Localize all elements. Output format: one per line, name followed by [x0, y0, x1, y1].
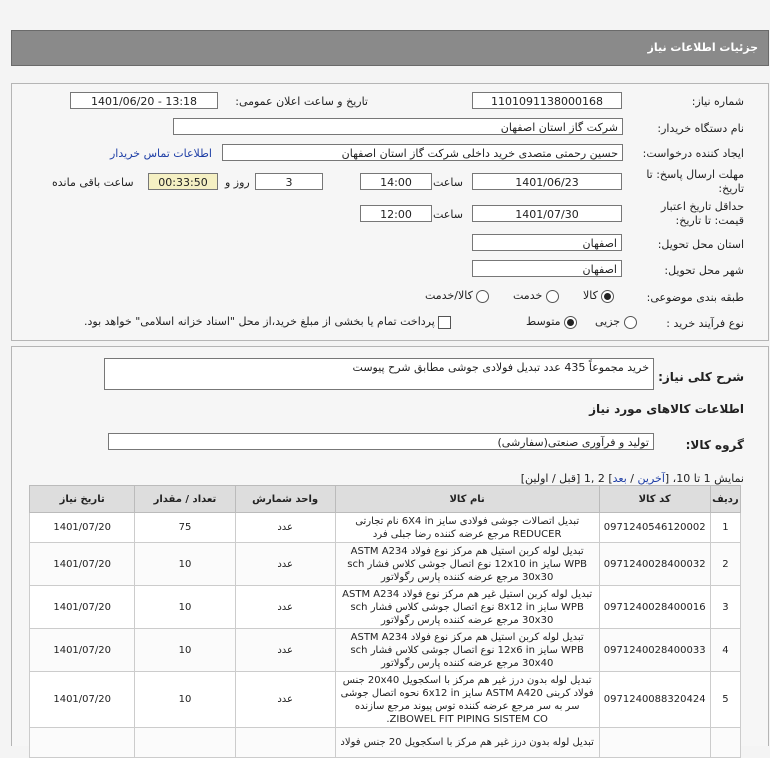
need-date: 1401/07/20	[30, 629, 135, 672]
description-label: شرح کلی نیاز:	[658, 370, 744, 384]
process-option-minor[interactable]: جزیی	[595, 315, 637, 329]
city-field: اصفهان	[472, 260, 622, 277]
goods-name: تبدیل لوله بدون درز غیر هم مرکز با اسکجویل 20x40 جنس فولاد کربنی ASTM A420 سایز 6x12 in نحوه اتصال جوشی سر به سر مرجع عرضه کننده توس پیوند مرجع سازنده ZIBOWEL FIT PIPING SISTEM CO.	[335, 672, 599, 728]
page-header	[11, 30, 769, 66]
deadline-time-label: ساعت	[433, 176, 463, 189]
radio-icon	[624, 316, 637, 329]
quantity: 75	[135, 513, 235, 543]
validity-label: حداقل تاریخ اعتبار	[660, 200, 744, 213]
goods-name: تبدیل لوله کربن استیل هم مرکز نوع فولاد ASTM A234 WPB سایز 12x6 in نوع اتصال جوشی کلاس فشار sch 30x40 مرجع عرضه کننده پارس رگولاتور	[335, 629, 599, 672]
deadline-label: مهلت ارسال پاسخ: تا	[646, 168, 744, 181]
goods-code: 0971240546120002	[599, 513, 710, 543]
column-header: تعداد / مقدار	[135, 486, 235, 513]
need-date	[30, 728, 135, 758]
goods-group-field: تولید و فرآوری صنعتی(سفارشی)	[108, 433, 654, 450]
need-date: 1401/07/20	[30, 586, 135, 629]
pager-next-link[interactable]: بعد	[612, 472, 627, 485]
province-field: اصفهان	[472, 234, 622, 251]
quantity: 10	[135, 672, 235, 728]
treasury-payment-option[interactable]: پرداخت تمام یا بخشی از مبلغ خرید،از محل "اسناد خزانه اسلامی" خواهد بود.	[84, 315, 451, 329]
goods-code	[599, 728, 710, 758]
process-option-medium[interactable]: متوسط	[526, 315, 577, 329]
page-title: جزئیات اطلاعات نیاز	[647, 41, 758, 54]
category-label: طبقه بندی موضوعی:	[646, 291, 744, 304]
requester-label: ایجاد کننده درخواست:	[642, 147, 744, 160]
row-number: 1	[710, 513, 740, 543]
need-date: 1401/07/20	[30, 672, 135, 728]
unit: عدد	[235, 672, 335, 728]
validity-date-field: 1401/07/30	[472, 205, 622, 222]
row-number: 2	[710, 543, 740, 586]
column-header: کد کالا	[599, 486, 710, 513]
remaining-label: ساعت باقی مانده	[52, 176, 134, 189]
description-field: خرید مجموعاً 435 عدد تبدیل فولادی جوشی مطابق شرح پیوست	[104, 358, 654, 390]
unit: عدد	[235, 629, 335, 672]
unit: عدد	[235, 586, 335, 629]
column-header: نام کالا	[335, 486, 599, 513]
buyer-org-label: نام دستگاه خریدار:	[657, 122, 744, 135]
goods-code: 0971240028400033	[599, 629, 710, 672]
need-number-field: 1101091138000168	[472, 92, 622, 109]
goods-code: 0971240028400032	[599, 543, 710, 586]
deadline-date-field: 1401/06/23	[472, 173, 622, 190]
category-option-goods[interactable]: کالا	[583, 289, 614, 303]
unit	[235, 728, 335, 758]
column-header: واحد شمارش	[235, 486, 335, 513]
announce-label: تاریخ و ساعت اعلان عمومی:	[235, 95, 368, 108]
table-row[interactable]	[30, 672, 741, 728]
goods-table	[29, 485, 741, 758]
category-option-service[interactable]: خدمت	[513, 289, 559, 303]
column-header: ردیف	[710, 486, 740, 513]
validity-label-2: قیمت: تا تاریخ:	[675, 214, 744, 227]
goods-code: 0971240088320424	[599, 672, 710, 728]
radio-icon	[476, 290, 489, 303]
pager-last-link[interactable]: آخرین	[637, 472, 665, 485]
announce-field: 1401/06/20 - 13:18	[70, 92, 218, 109]
table-row[interactable]	[30, 629, 741, 672]
quantity: 10	[135, 629, 235, 672]
deadline-time-field: 14:00	[360, 173, 432, 190]
table-row[interactable]	[30, 728, 741, 758]
buyer-org-field: شرکت گاز استان اصفهان	[173, 118, 623, 135]
need-number-label: شماره نیاز:	[691, 95, 744, 108]
row-number	[710, 728, 740, 758]
goods-name: تبدیل لوله بدون درز غیر هم مرکز با اسکجویل 20 جنس فولاد	[335, 728, 599, 758]
requester-field: حسین رحمتی متصدی خرید داخلی شرکت گاز استان اصفهان	[222, 144, 623, 161]
goods-name: تبدیل اتصالات جوشی فولادی سایز 6X4 in نام تجارتی REDUCER مرجع عرضه کننده رضا جبلی فرد	[335, 513, 599, 543]
goods-section-title: اطلاعات کالاهای مورد نیاز	[589, 402, 744, 416]
quantity: 10	[135, 543, 235, 586]
validity-time-field: 12:00	[360, 205, 432, 222]
province-label: استان محل تحویل:	[657, 238, 744, 251]
row-number: 3	[710, 586, 740, 629]
category-option-both[interactable]: کالا/خدمت	[425, 289, 489, 303]
need-date: 1401/07/20	[30, 513, 135, 543]
need-date: 1401/07/20	[30, 543, 135, 586]
city-label: شهر محل تحویل:	[664, 264, 744, 277]
radio-selected-icon	[601, 290, 614, 303]
table-row[interactable]	[30, 543, 741, 586]
table-row[interactable]	[30, 513, 741, 543]
goods-name: تبدیل لوله کربن استیل غیر هم مرکز نوع فولاد ASTM A234 WPB سایز 8x12 in نوع اتصال جوشی کلاس فشار sch 30x30 مرجع عرضه کننده پارس رگولاتور	[335, 586, 599, 629]
quantity	[135, 728, 235, 758]
process-label: نوع فرآیند خرید :	[666, 317, 744, 330]
goods-group-label: گروه کالا:	[685, 438, 744, 452]
deadline-label-2: تاریخ:	[718, 182, 744, 195]
row-number: 5	[710, 672, 740, 728]
column-header: تاریخ نیاز	[30, 486, 135, 513]
remaining-time-field: 00:33:50	[148, 173, 218, 190]
quantity: 10	[135, 586, 235, 629]
pagination: نمایش 1 تا 10، [آخرین / بعد] 2 ,1 [قبل / اولین]	[520, 472, 744, 485]
checkbox-icon	[438, 316, 451, 329]
radio-icon	[546, 290, 559, 303]
goods-name: تبدیل لوله کربن استیل هم مرکز نوع فولاد ASTM A234 WPB سایز 12x10 in نوع اتصال جوشی کلاس فشار sch 30x30 مرجع عرضه کننده پارس رگولاتور	[335, 543, 599, 586]
days-remaining-field: 3	[255, 173, 323, 190]
goods-code: 0971240028400016	[599, 586, 710, 629]
buyer-contact-link[interactable]: اطلاعات تماس خریدار	[110, 147, 212, 160]
unit: عدد	[235, 543, 335, 586]
radio-selected-icon	[564, 316, 577, 329]
unit: عدد	[235, 513, 335, 543]
validity-time-label: ساعت	[433, 208, 463, 221]
row-number: 4	[710, 629, 740, 672]
table-row[interactable]	[30, 586, 741, 629]
days-label: روز و	[225, 176, 250, 189]
